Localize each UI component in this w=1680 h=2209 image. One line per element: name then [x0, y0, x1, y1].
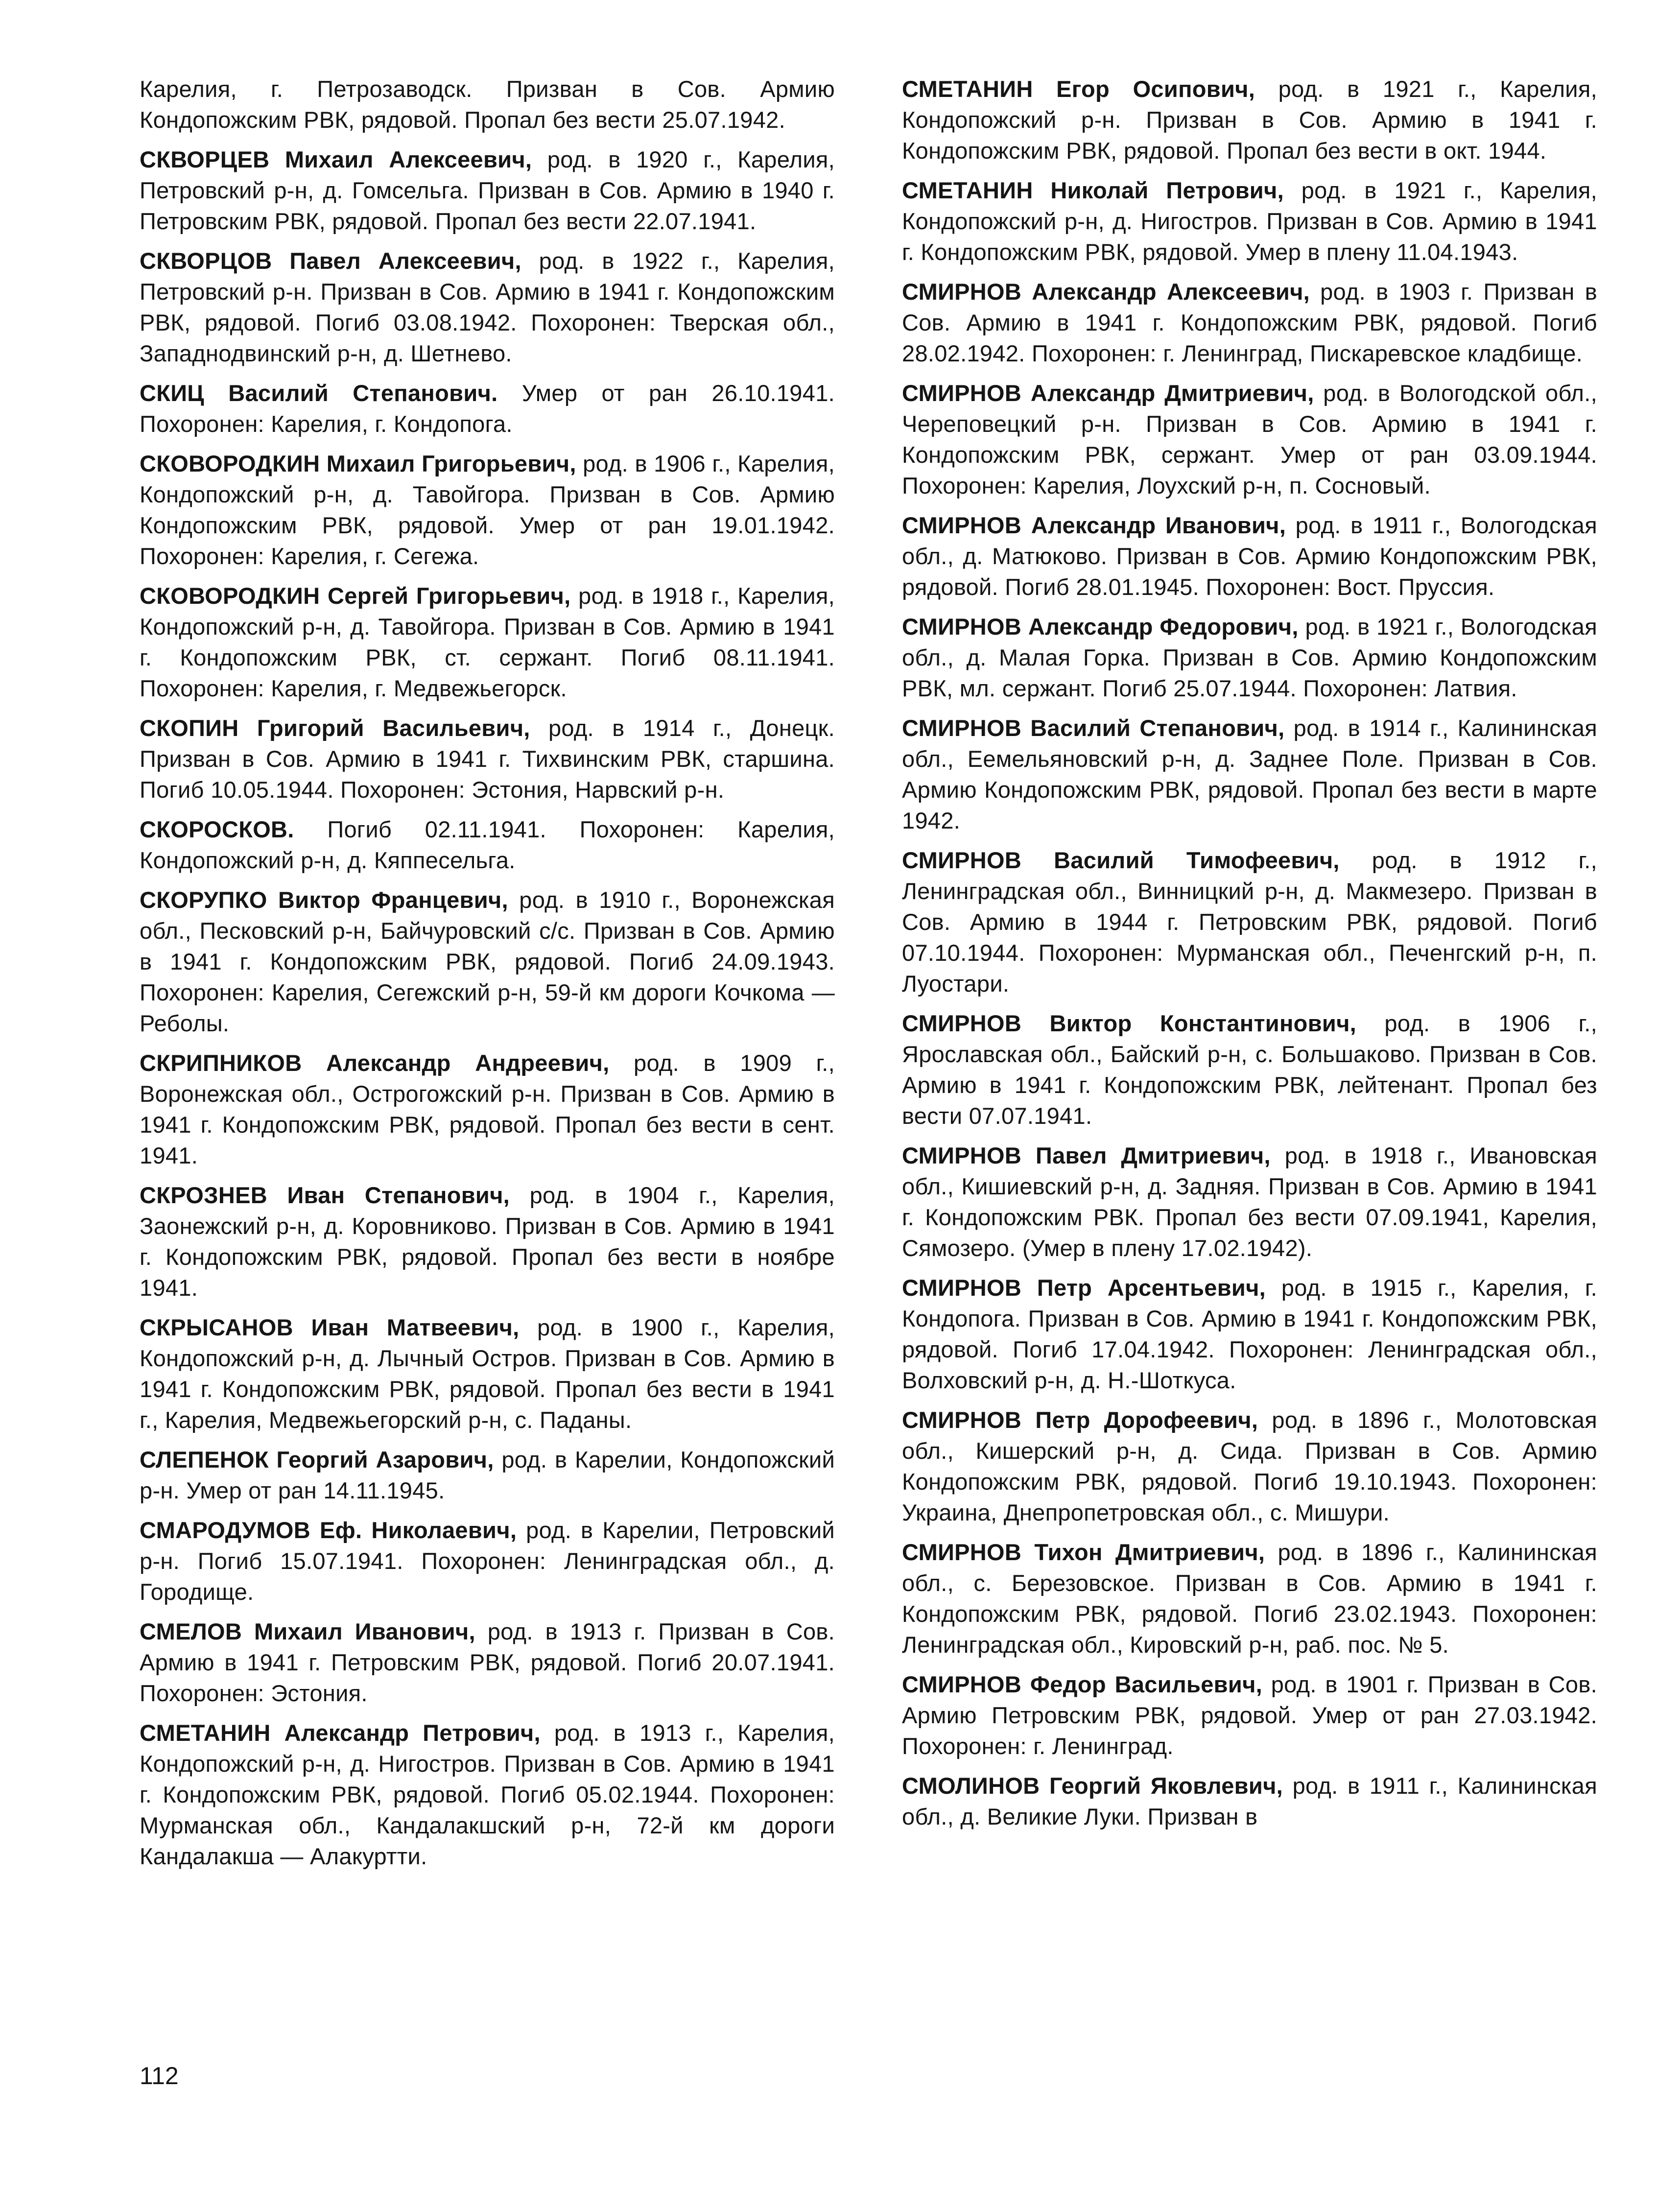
entry-name: СКВОРЦОВ Павел Алексеевич, — [140, 248, 521, 274]
entry-name: СМИРНОВ Александр Федорович, — [902, 614, 1299, 640]
entry-text: род. в 1906 г., Карелия, Кондопожский р-н, д. Тавойгора. Призван в Сов. Армию Кондопожским РВК, рядовой. Умер от ран 19.01.1942. Похоронен: Карелия, г. Сегежа. — [140, 451, 835, 569]
entry-name: СМАРОДУМОВ Еф. Николаевич, — [140, 1517, 517, 1543]
entry-text: род. в 1910 г., Воронежская обл., Песковский р-н, Байчуровский с/с. Призван в Сов. Армию в 1941 г. Кондопожским РВК, рядовой. Погиб 24.09.1943. Похоронен: Карелия, Сегежский р-н, 59-й км дороги Кочкома — Реболы. — [140, 887, 835, 1036]
page-number: 112 — [140, 2062, 179, 2090]
entry-text: Погиб 02.11.1941. Похоронен: Карелия, Кондопожский р-н, д. Кяппесельга. — [140, 816, 835, 873]
entry — [140, 1180, 835, 1303]
entry-text: род. в 1911 г., Калининская обл., д. Великие Луки. Призван в — [902, 1773, 1597, 1829]
entry-name: СМИРНОВ Петр Арсентьевич, — [902, 1275, 1266, 1301]
entry-text: род. в 1913 г., Карелия, Кондопожский р-н, д. Нигостров. Призван в Сов. Армию в 1941 г. Кондопожским РВК, рядовой. Погиб 05.02.1944. Похоронен: Мурманская обл., Кандалакшский р-н, 72-й км дороги Кандалакша — Алакуртти. — [140, 1720, 835, 1869]
right-column — [902, 73, 1597, 1841]
left-column — [140, 73, 835, 1880]
entry — [902, 713, 1597, 836]
entry-text: род. в 1909 г., Воронежская обл., Острогожский р-н. Призван в Сов. Армию в 1941 г. Кондопожским РВК, рядовой. Пропал без вести в сент. 1941. — [140, 1050, 835, 1168]
entry-name: СМИРНОВ Павел Дмитриевич, — [902, 1142, 1271, 1168]
entry-text: род. в 1915 г., Карелия, г. Кондопога. Призван в Сов. Армию в 1941 г. Кондопожским РВК, рядовой. Погиб 17.04.1942. Похоронен: Ленинградская обл., Волховский р-н, д. Н.-Шоткуса. — [902, 1275, 1597, 1393]
entry-name: СКОВОРОДКИН Сергей Григорьевич, — [140, 583, 571, 609]
entry-name: СМИРНОВ Тихон Дмитриевич, — [902, 1539, 1265, 1565]
entry-text: род. в Карелии, Петровский р-н. Погиб 15.07.1941. Похоронен: Ленинградская обл., д. Городище. — [140, 1517, 835, 1605]
entry — [902, 845, 1597, 999]
entry-text: род. в 1918 г., Карелия, Кондопожский р-н, д. Тавойгора. Призван в Сов. Армию в 1941 г. Кондопожским РВК, ст. сержант. Погиб 08.11.1941. Похоронен: Карелия, г. Медвежьегорск. — [140, 583, 835, 701]
entry-name: СМЕТАНИН Николай Петрович, — [902, 177, 1284, 203]
entry — [140, 1047, 835, 1171]
entry-name: СКИЦ Василий Степанович. — [140, 380, 498, 406]
entry — [140, 245, 835, 369]
entry — [140, 580, 835, 704]
entry-text: род. в Вологодской обл., Череповецкий р-н. Призван в Сов. Армию в 1941 г. Кондопожским РВК, сержант. Умер от ран 03.09.1944. Похоронен: Карелия, Лоухский р-н, п. Сосновый. — [902, 380, 1597, 499]
entry-text: род. в 1914 г., Донецк. Призван в Сов. Армию в 1941 г. Тихвинским РВК, старшина. Погиб 10.05.1944. Похоронен: Эстония, Нарвский р-н. — [140, 715, 835, 803]
entry — [140, 378, 835, 439]
entry-text: род. в 1896 г., Калининская обл., с. Березовское. Призван в Сов. Армию в 1941 г. Кондопожским РВК, рядовой. Погиб 23.02.1943. Похоронен: Ленинградская обл., Кировский р-н, раб. пос. № 5. — [902, 1539, 1597, 1658]
entry — [140, 1616, 835, 1709]
entry — [140, 1717, 835, 1872]
entry-text: род. в 1921 г., Вологодская обл., д. Малая Горка. Призван в Сов. Армию Кондопожским РВК, мл. сержант. Погиб 25.07.1944. Похоронен: Латвия. — [902, 614, 1597, 701]
entry-text: род. в 1913 г. Призван в Сов. Армию в 1941 г. Петровским РВК, рядовой. Погиб 20.07.1941. Похоронен: Эстония. — [140, 1618, 835, 1706]
entry-name: СМИРНОВ Александр Иванович, — [902, 512, 1286, 538]
entry — [140, 448, 835, 571]
entry-text: Карелия, г. Петрозаводск. Призван в Сов. Армию Кондопожским РВК, рядовой. Пропал без вести 25.07.1942. — [140, 76, 835, 133]
entry-text: род. в 1906 г., Ярославская обл., Байский р-н, с. Большаково. Призван в Сов. Армию в 1941 г. Кондопожским РВК, лейтенант. Пропал без вести 07.07.1941. — [902, 1010, 1597, 1129]
entry — [902, 276, 1597, 369]
entry-name: СМИРНОВ Александр Алексеевич, — [902, 279, 1310, 305]
entry-name: СКВОРЦЕВ Михаил Алексеевич, — [140, 146, 532, 172]
entry — [140, 814, 835, 876]
entry — [902, 1272, 1597, 1396]
entry-name: СКРЫСАНОВ Иван Матвеевич, — [140, 1314, 520, 1340]
entry — [140, 73, 835, 135]
entry-name: СКОРОСКОВ. — [140, 816, 294, 842]
entry — [902, 1404, 1597, 1528]
entry-name: СМИРНОВ Петр Дорофеевич, — [902, 1407, 1258, 1433]
entry — [902, 1008, 1597, 1131]
entry-text: род. в 1921 г., Карелия, Кондопожский р-н. Призван в Сов. Армию в 1941 г. Кондопожским РВК, рядовой. Пропал без вести в окт. 1944. — [902, 76, 1597, 164]
entry — [902, 1669, 1597, 1761]
entry-name: СМИРНОВ Федор Васильевич, — [902, 1671, 1263, 1697]
entry — [902, 73, 1597, 166]
entry — [902, 510, 1597, 602]
entry-name: СМИРНОВ Александр Дмитриевич, — [902, 380, 1314, 406]
entry-text: род. в 1911 г., Вологодская обл., д. Матюково. Призван в Сов. Армию Кондопожским РВК, рядовой. Погиб 28.01.1945. Похоронен: Вост. Пруссия. — [902, 512, 1597, 600]
entry-name: СМЕЛОВ Михаил Иванович, — [140, 1618, 475, 1644]
entry — [140, 1515, 835, 1607]
entry-name: СКОПИН Григорий Васильевич, — [140, 715, 530, 741]
entry — [140, 1444, 835, 1506]
entry-name: СМЕТАНИН Егор Осипович, — [902, 76, 1255, 102]
entry-text: род. в 1920 г., Карелия, Петровский р-н, д. Гомсельга. Призван в Сов. Армию в 1940 г. Петровским РВК, рядовой. Пропал без вести 22.07.1941. — [140, 146, 835, 234]
entry — [902, 1770, 1597, 1832]
entry-name: СМЕТАНИН Александр Петрович, — [140, 1720, 541, 1746]
entry-name: СМИРНОВ Василий Тимофеевич, — [902, 847, 1340, 873]
entry-text: род. в 1901 г. Призван в Сов. Армию Петровским РВК, рядовой. Умер от ран 27.03.1942. Похоронен: г. Ленинград. — [902, 1671, 1597, 1759]
entry-text: род. в 1921 г., Карелия, Кондопожский р-н, д. Нигостров. Призван в Сов. Армию в 1941 г. Кондопожским РВК, рядовой. Умер в плену 11.04.1943. — [902, 177, 1597, 265]
entry — [902, 378, 1597, 501]
entry-name: СМИРНОВ Виктор Константинович, — [902, 1010, 1357, 1036]
entry-name: СКОРУПКО Виктор Францевич, — [140, 887, 508, 913]
entry-name: СЛЕПЕНОК Георгий Азарович, — [140, 1447, 494, 1473]
entry — [140, 713, 835, 805]
entry-name: СКРОЗНЕВ Иван Степанович, — [140, 1182, 510, 1208]
entry-text: род. в 1914 г., Калининская обл., Еемельяновский р-н, д. Заднее Поле. Призван в Сов. Армию Кондопожским РВК, рядовой. Пропал без вести в марте 1942. — [902, 715, 1598, 833]
entry-text: род. в Карелии, Кондопожский р-н. Умер от ран 14.11.1945. — [140, 1447, 835, 1503]
entry-name: СКРИПНИКОВ Александр Андреевич, — [140, 1050, 610, 1076]
entry-text: род. в 1922 г., Карелия, Петровский р-н. Призван в Сов. Армию в 1941 г. Кондопожским РВК, рядовой. Погиб 03.08.1942. Похоронен: Тверская обл., Западнодвинский р-н, д. Шетнево. — [140, 248, 835, 366]
entry-text: Умер от ран 26.10.1941. Похоронен: Карелия, г. Кондопога. — [140, 380, 835, 437]
entry — [140, 144, 835, 237]
entry — [902, 1537, 1597, 1660]
entry-text: род. в 1896 г., Молотовская обл., Кишерский р-н, д. Сида. Призван в Сов. Армию Кондопожским РВК, рядовой. Погиб 19.10.1943. Похоронен: Украина, Днепропетровская обл., с. Мишури. — [902, 1407, 1597, 1525]
entry-text: род. в 1900 г., Карелия, Кондопожский р-н, д. Лычный Остров. Призван в Сов. Армию в 1941 г. Кондопожским РВК, рядовой. Пропал без вести в 1941 г., Карелия, Медвежьегорский р-н, с. Паданы. — [140, 1314, 835, 1433]
entry-text: род. в 1912 г., Ленинградская обл., Винницкий р-н, д. Макмезеро. Призван в Сов. Армию в 1944 г. Петровским РВК, рядовой. Погиб 07.10.1944. Похоронен: Мурманская обл., Печенгский р-н, п. Луостари. — [902, 847, 1597, 997]
entry — [902, 611, 1597, 704]
entry-name: СКОВОРОДКИН Михаил Григорьевич, — [140, 451, 576, 476]
entry — [140, 1312, 835, 1435]
entry — [902, 1140, 1597, 1263]
entry-name: СМОЛИНОВ Георгий Яковлевич, — [902, 1773, 1283, 1799]
entry-name: СМИРНОВ Василий Степанович, — [902, 715, 1285, 741]
entry — [902, 175, 1597, 267]
entry-text: род. в 1904 г., Карелия, Заонежский р-н, д. Коровниково. Призван в Сов. Армию в 1941 г. Кондопожским РВК, рядовой. Пропал без вести в ноябре 1941. — [140, 1182, 835, 1301]
entry — [140, 884, 835, 1039]
entry-text: род. в 1918 г., Ивановская обл., Кишиевский р-н, д. Задняя. Призван в Сов. Армию в 1941 г. Кондопожским РВК. Пропал без вести 07.09.1941, Карелия, Сямозеро. (Умер в плену 17.02.1942). — [902, 1142, 1598, 1261]
entry-text: род. в 1903 г. Призван в Сов. Армию в 1941 г. Кондопожским РВК, рядовой. Погиб 28.02.1942. Похоронен: г. Ленинград, Пискаревское кладбище. — [902, 279, 1597, 366]
